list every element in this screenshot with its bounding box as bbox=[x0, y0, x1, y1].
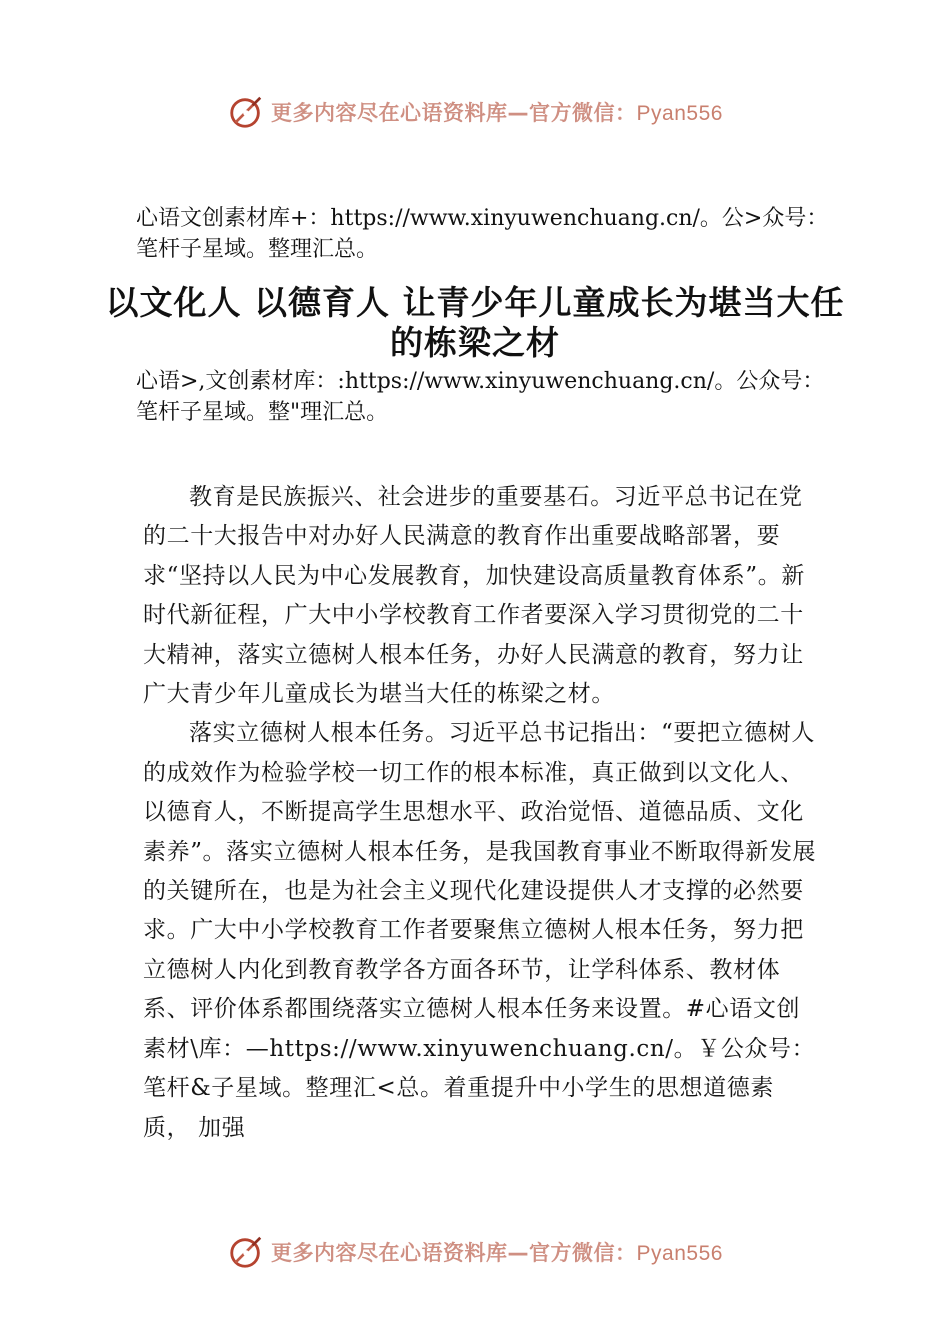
source-line-top: 心语文创素材库+：https://www.xinyuwenchuang.cn/。公>众号：笔杆子星域。整理汇总。 bbox=[136, 206, 829, 262]
source-line-under-title: 心语>,文创素材库：:https://www.xinyuwenchuang.cn/。公众号：笔杆子星域。整"理汇总。 bbox=[136, 369, 825, 425]
header-banner bbox=[0, 90, 950, 134]
article-body bbox=[143, 478, 818, 1148]
footer-banner-text: 更多内容尽在心语资料库—官方微信：Pyan556 bbox=[271, 1241, 723, 1265]
page-title: 以文化人 以德育人 让青少年儿童成长为堪当大任的栋梁之材 bbox=[105, 283, 845, 362]
pen-nib-logo-icon bbox=[227, 1233, 265, 1271]
paragraph-2: 落实立德树人根本任务。习近平总书记指出：“要把立德树人的成效作为检验学校一切工作的根本标准，真正做到以文化人、以德育人，不断提高学生思想水平、政治觉悟、道德品质、文化素养”。落实立德树人根本任务，是我国教育事业不断取得新发展的关键所在，也是为社会主义现代化建设提供人才支撑的必然要求。广大中小学校教育工作者要聚焦立德树人根本任务，努力把立德树人内化到教育教学各方面各环节，让学科体系、教材体系、评价体系都围绕落实立德树人根本任务来设置。#心语文创素材\库：—https://www.xinyuwenchuang.cn/。￥公众号：笔杆&子星域。整理汇<总。着重提升中小学生的思想道德素质， 加强 bbox=[143, 720, 817, 1141]
footer-banner bbox=[0, 1230, 950, 1274]
pen-nib-logo-icon bbox=[227, 93, 265, 131]
header-banner-text: 更多内容尽在心语资料库—官方微信：Pyan556 bbox=[271, 101, 723, 125]
paragraph-1: 教育是民族振兴、社会进步的重要基石。习近平总书记在党的二十大报告中对办好人民满意的教育作出重要战略部署，要求“坚持以人民为中心发展教育，加快建设高质量教育体系”。新时代新征程，广大中小学校教育工作者要深入学习贯彻党的二十大精神，落实立德树人根本任务，办好人民满意的教育，努力让广大青少年儿童成长为堪当大任的栋梁之材。 bbox=[143, 484, 805, 708]
